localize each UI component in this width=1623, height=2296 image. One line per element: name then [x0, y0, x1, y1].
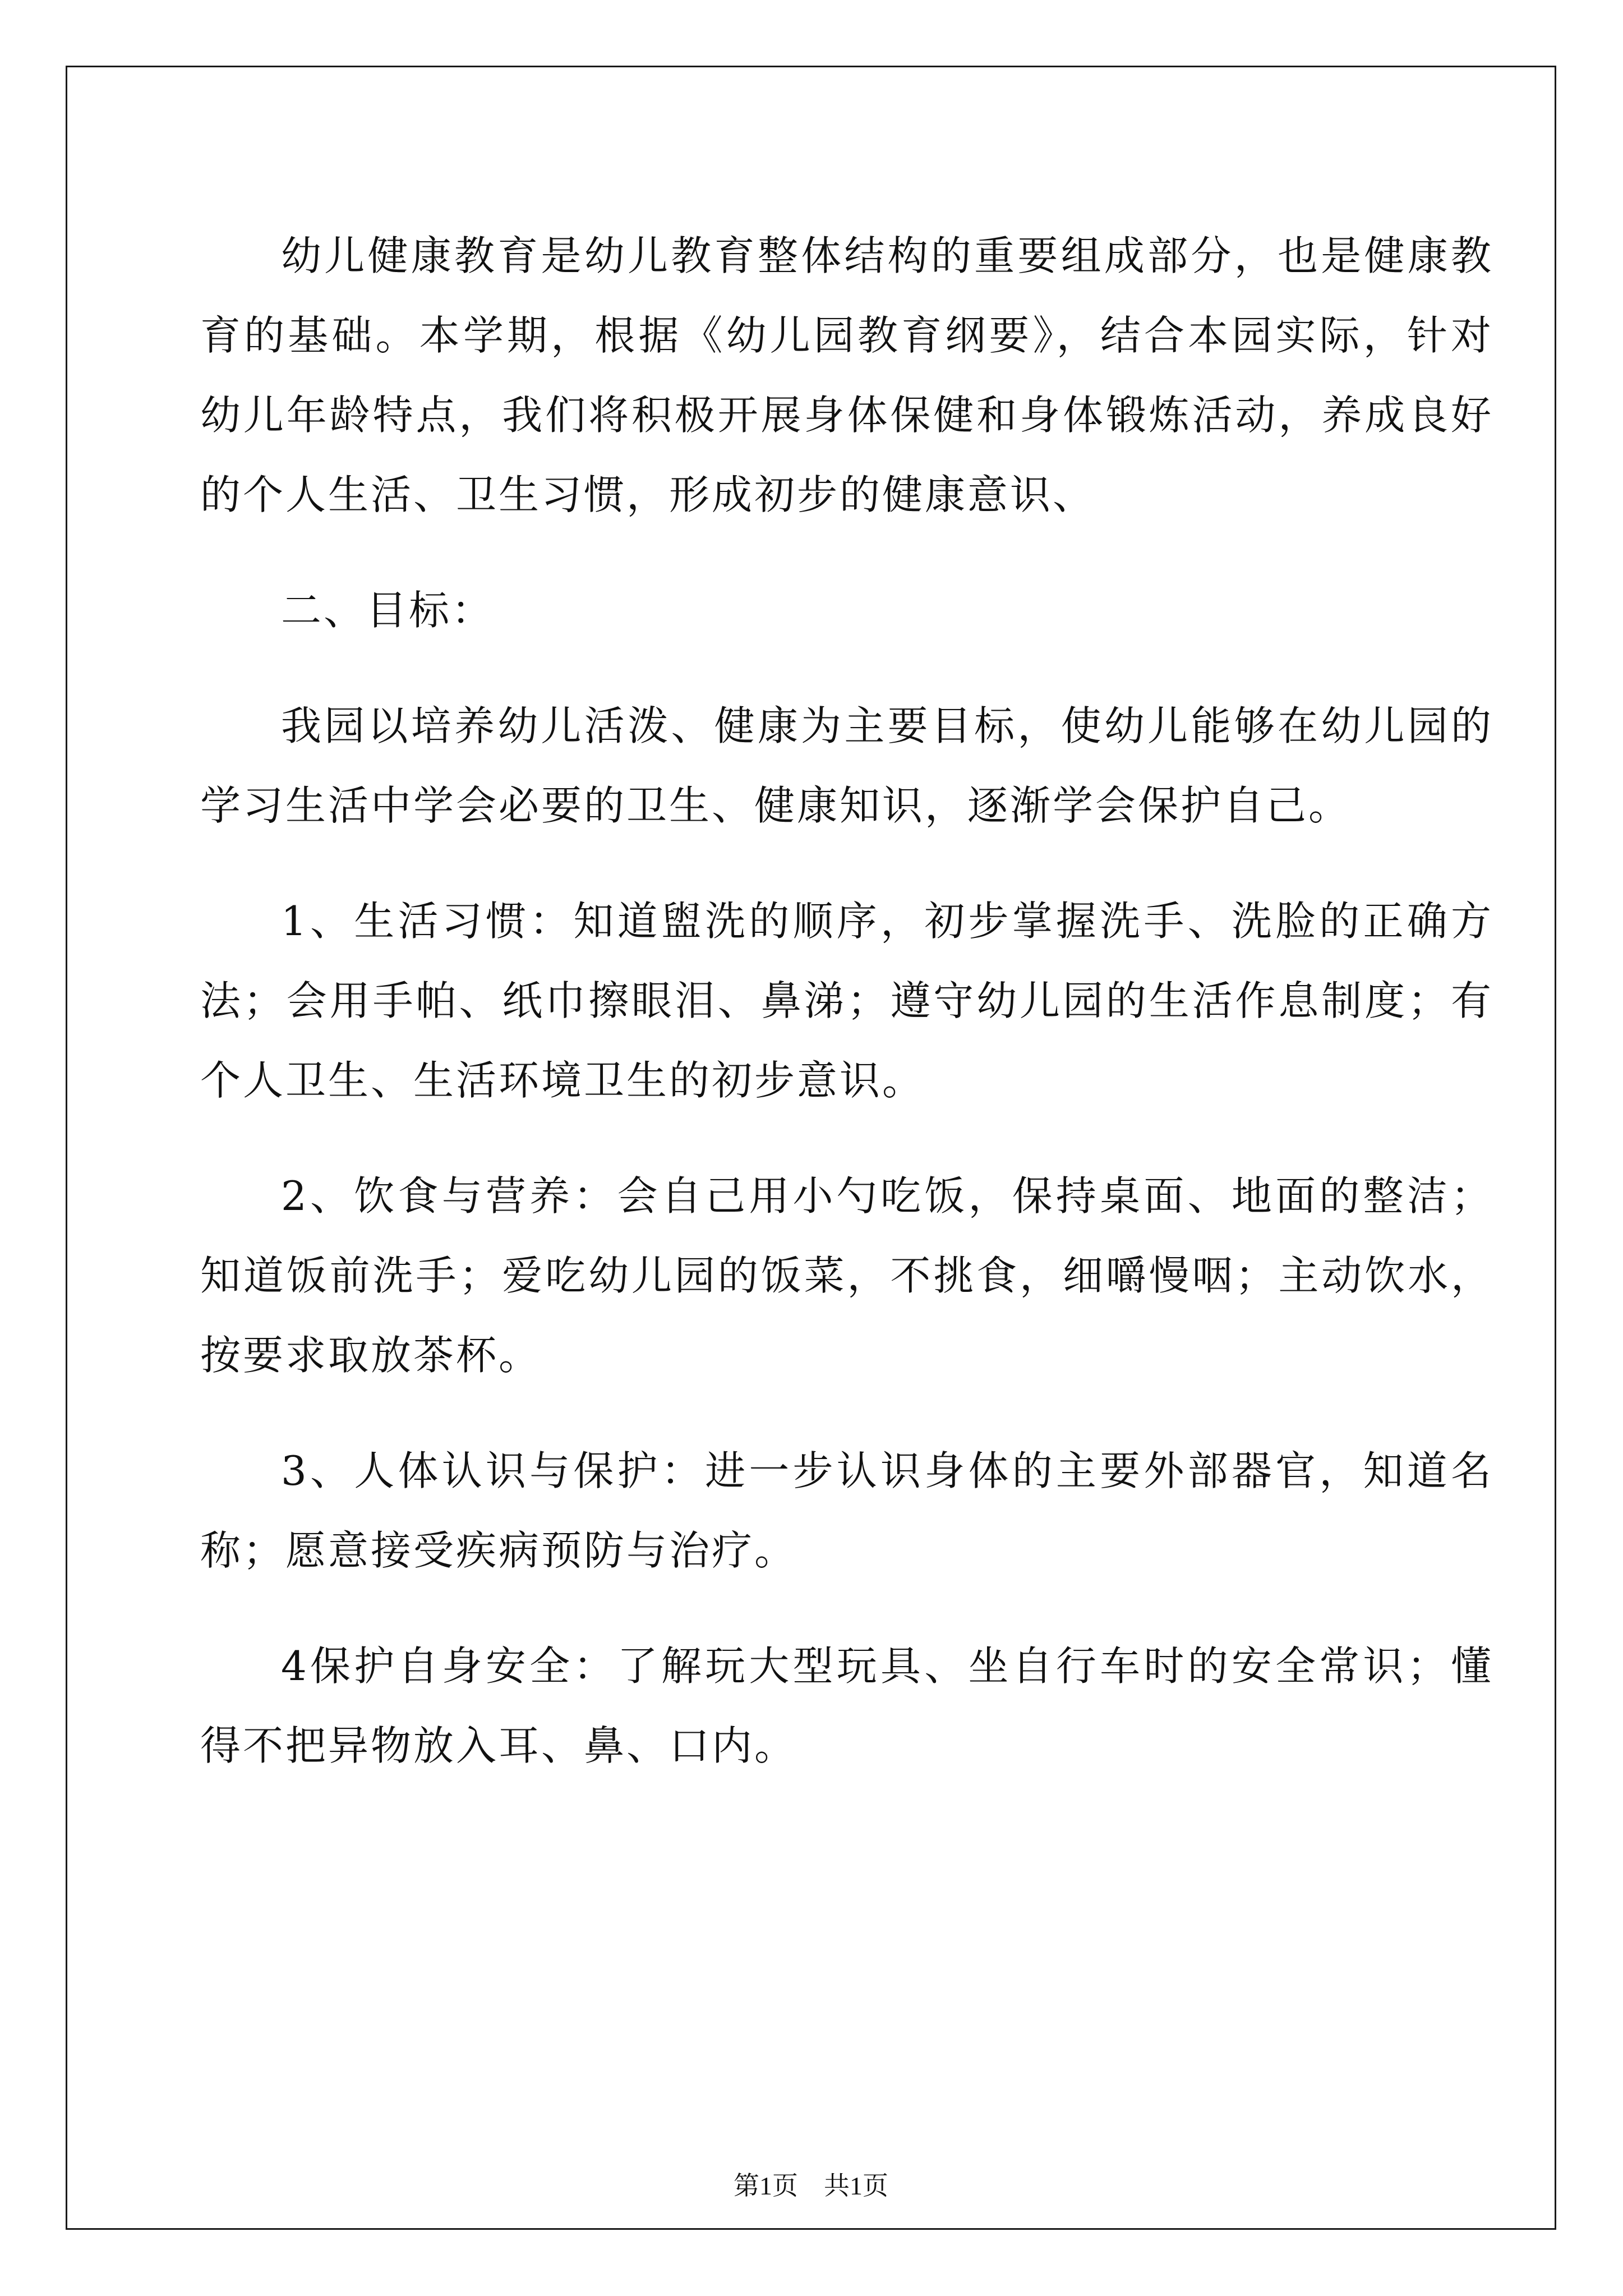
paragraph-intro: 幼儿健康教育是幼儿教育整体结构的重要组成部分，也是健康教育的基础。本学期，根据《幼儿园教育纲要》，结合本园实际，针对幼儿年龄特点，我们将积极开展身体保健和身体锻炼活动，养成良好的个人生活、卫生习惯，形成初步的健康意识、 [200, 232, 1493, 518]
list-item-nutrition: 2、饮食与营养：会自己用小勺吃饭，保持桌面、地面的整洁；知道饭前洗手；爱吃幼儿园的饭菜，不挑食，细嚼慢咽；主动饮水，按要求取放茶杯。 [200, 1172, 1493, 1379]
page-frame [66, 66, 1556, 2230]
document-body [200, 216, 1493, 1786]
section-heading-goals: 二、目标： [281, 587, 495, 634]
list-item-body-awareness: 3、人体认识与保护：进一步认识身体的主要外部器官，知道名称；愿意接受疾病预防与治疗。 [200, 1447, 1493, 1574]
page-total: 共1页 [824, 2171, 888, 2200]
list-item-safety: 4保护自身安全：了解玩大型玩具、坐自行车时的安全常识；懂得不把异物放入耳、鼻、口内。 [200, 1642, 1493, 1769]
page-footer [67, 2165, 1555, 2202]
paragraph-goals: 我园以培养幼儿活泼、健康为主要目标，使幼儿能够在幼儿园的学习生活中学会必要的卫生、健康知识，逐渐学会保护自己。 [200, 702, 1493, 829]
page-number: 第1页 [734, 2171, 798, 2200]
list-item-habits: 1、生活习惯：知道盥洗的顺序，初步掌握洗手、洗脸的正确方法；会用手帕、纸巾擦眼泪、鼻涕；遵守幼儿园的生活作息制度；有个人卫生、生活环境卫生的初步意识。 [200, 898, 1493, 1104]
